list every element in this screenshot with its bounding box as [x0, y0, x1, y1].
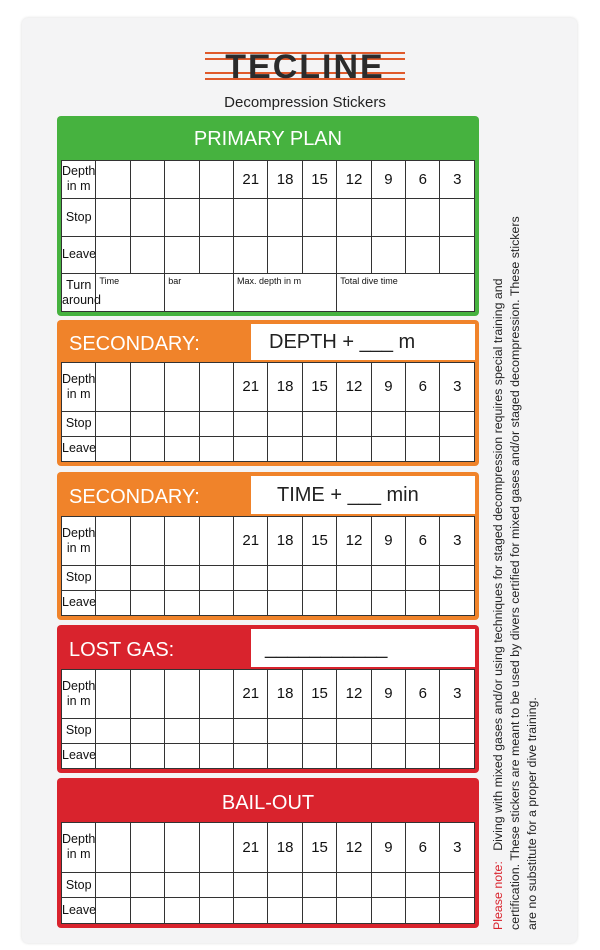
depth-label: Depth in m [62, 517, 96, 566]
depth-cell: 3 [440, 161, 475, 199]
depth-label: Depth in m [62, 161, 96, 199]
grid-cell[interactable] [96, 411, 130, 436]
grid-cell[interactable] [130, 718, 164, 743]
grid-cell[interactable] [130, 590, 164, 615]
lost-gas-panel [57, 625, 479, 773]
grid-cell[interactable] [165, 743, 199, 768]
grid-cell[interactable] [302, 411, 336, 436]
grid-cell[interactable] [337, 565, 371, 590]
grid-cell[interactable] [406, 436, 440, 461]
grid-cell[interactable] [302, 718, 336, 743]
grid-cell[interactable] [96, 898, 130, 924]
grid-cell[interactable] [199, 565, 233, 590]
turn-around-label: Turn around [62, 274, 96, 312]
grid-cell[interactable] [130, 670, 164, 719]
leave-label: Leave [62, 590, 96, 615]
depth-cell: 12 [337, 161, 371, 199]
stop-label: Stop [62, 198, 96, 236]
primary-plan-table [61, 160, 475, 312]
please-note-body: Diving with mixed gases and/or using techniques for staged decompression requires special training and certification. These stickers are meant to be used by divers certified for mixed gases and/or staged decompression. These stickers are no substitute for a proper dive training. [491, 216, 539, 930]
grid-cell[interactable] [302, 198, 336, 236]
grid-cell[interactable] [337, 198, 371, 236]
grid-cell[interactable] [406, 872, 440, 898]
depth-cell: 15 [302, 517, 336, 566]
grid-cell[interactable] [199, 670, 233, 719]
depth-cell: 18 [268, 363, 302, 412]
depth-cell: 9 [371, 161, 405, 199]
grid-cell[interactable] [130, 872, 164, 898]
depth-cell: 6 [406, 517, 440, 566]
grid-cell[interactable] [165, 198, 199, 236]
grid-cell[interactable] [440, 436, 475, 461]
grid-cell[interactable] [268, 198, 302, 236]
secondary-time-title: SECONDARY: [69, 486, 200, 508]
grid-cell[interactable] [165, 565, 199, 590]
grid-cell[interactable] [268, 743, 302, 768]
secondary-depth-panel [57, 320, 479, 466]
grid-cell[interactable] [234, 872, 268, 898]
grid-cell[interactable] [234, 565, 268, 590]
grid-cell[interactable] [165, 823, 199, 873]
grid-cell[interactable] [130, 363, 164, 412]
primary-plan-panel [57, 116, 479, 316]
grid-cell[interactable] [199, 898, 233, 924]
grid-cell[interactable] [96, 565, 130, 590]
depth-cell: 9 [371, 363, 405, 412]
grid-cell[interactable] [165, 590, 199, 615]
grid-cell[interactable] [130, 565, 164, 590]
grid-cell[interactable] [96, 198, 130, 236]
grid-cell[interactable] [199, 743, 233, 768]
logo-subtitle: Decompression Stickers [224, 94, 386, 111]
grid-cell[interactable] [234, 590, 268, 615]
secondary-depth-title: SECONDARY: [69, 333, 200, 355]
depth-cell: 3 [440, 823, 475, 873]
grid-cell[interactable] [130, 436, 164, 461]
grid-cell[interactable] [302, 898, 336, 924]
grid-cell[interactable] [96, 436, 130, 461]
stop-label: Stop [62, 718, 96, 743]
grid-cell[interactable] [165, 236, 199, 274]
lost-gas-box[interactable]: ___________ [251, 629, 475, 667]
bail-out-title: BAIL-OUT [221, 792, 315, 814]
grid-cell[interactable] [165, 411, 199, 436]
grid-cell[interactable] [234, 743, 268, 768]
depth-cell: 21 [234, 161, 268, 199]
grid-cell[interactable] [199, 161, 233, 199]
grid-cell[interactable] [371, 411, 405, 436]
grid-cell[interactable] [440, 872, 475, 898]
grid-cell[interactable] [199, 411, 233, 436]
grid-cell[interactable] [302, 590, 336, 615]
grid-cell[interactable] [268, 590, 302, 615]
secondary-depth-table [61, 362, 475, 462]
grid-cell[interactable] [199, 436, 233, 461]
grid-cell[interactable] [268, 411, 302, 436]
please-note-text [490, 210, 541, 930]
grid-cell[interactable] [337, 590, 371, 615]
grid-cell[interactable] [371, 565, 405, 590]
grid-cell[interactable] [199, 236, 233, 274]
grid-cell[interactable] [406, 718, 440, 743]
grid-cell[interactable] [199, 363, 233, 412]
secondary-depth-box[interactable]: DEPTH + ___ m [251, 324, 475, 360]
grid-cell[interactable] [440, 590, 475, 615]
depth-cell: 6 [406, 161, 440, 199]
grid-cell[interactable] [268, 565, 302, 590]
grid-cell[interactable] [302, 872, 336, 898]
grid-cell[interactable] [371, 436, 405, 461]
grid-cell[interactable] [406, 198, 440, 236]
stop-label: Stop [62, 872, 96, 898]
grid-cell[interactable] [165, 872, 199, 898]
depth-cell: 18 [268, 161, 302, 199]
grid-cell[interactable] [337, 236, 371, 274]
grid-cell[interactable] [199, 517, 233, 566]
depth-cell: 21 [234, 363, 268, 412]
grid-cell[interactable] [268, 236, 302, 274]
depth-cell: 12 [337, 363, 371, 412]
grid-cell[interactable] [96, 161, 130, 199]
grid-cell[interactable] [96, 743, 130, 768]
depth-label: Depth in m [62, 823, 96, 873]
depth-cell: 6 [406, 823, 440, 873]
grid-cell[interactable] [165, 517, 199, 566]
depth-cell: 21 [234, 670, 268, 719]
depth-cell: 15 [302, 823, 336, 873]
lost-gas-title: LOST GAS: [69, 639, 175, 661]
grid-cell[interactable] [337, 436, 371, 461]
grid-cell[interactable] [440, 411, 475, 436]
stop-label: Stop [62, 565, 96, 590]
depth-label: Depth in m [62, 670, 96, 719]
grid-cell[interactable] [268, 718, 302, 743]
grid-cell[interactable] [337, 411, 371, 436]
depth-cell: 15 [302, 670, 336, 719]
depth-cell: 12 [337, 670, 371, 719]
grid-cell[interactable] [406, 236, 440, 274]
svg-text:TECLINE: TECLINE [225, 48, 385, 86]
grid-cell[interactable] [96, 872, 130, 898]
grid-cell[interactable] [165, 670, 199, 719]
leave-label: Leave [62, 743, 96, 768]
depth-cell: 3 [440, 670, 475, 719]
grid-cell[interactable] [234, 198, 268, 236]
grid-cell[interactable] [337, 743, 371, 768]
grid-cell[interactable] [268, 436, 302, 461]
depth-cell: 9 [371, 517, 405, 566]
grid-cell[interactable] [337, 898, 371, 924]
grid-cell[interactable] [96, 517, 130, 566]
depth-cell: 9 [371, 823, 405, 873]
secondary-time-panel [57, 472, 479, 620]
grid-cell[interactable] [199, 718, 233, 743]
primary-plan-title: PRIMARY PLAN [193, 128, 343, 150]
grid-cell[interactable] [96, 718, 130, 743]
grid-cell[interactable] [130, 198, 164, 236]
grid-cell[interactable] [165, 161, 199, 199]
grid-cell[interactable] [130, 743, 164, 768]
grid-cell[interactable] [371, 872, 405, 898]
grid-cell[interactable] [440, 718, 475, 743]
turn-max-depth-field[interactable]: Max. depth in m [234, 274, 337, 312]
depth-cell: 18 [268, 823, 302, 873]
depth-cell: 12 [337, 517, 371, 566]
grid-cell[interactable] [371, 590, 405, 615]
grid-cell[interactable] [440, 565, 475, 590]
grid-cell[interactable] [234, 436, 268, 461]
grid-cell[interactable] [406, 590, 440, 615]
grid-cell[interactable] [165, 898, 199, 924]
grid-cell[interactable] [337, 718, 371, 743]
grid-cell[interactable] [96, 590, 130, 615]
turn-time-field[interactable]: Time [96, 274, 165, 312]
grid-cell[interactable] [371, 236, 405, 274]
turn-bar-field[interactable]: bar [165, 274, 234, 312]
grid-cell[interactable] [199, 823, 233, 873]
grid-cell[interactable] [96, 236, 130, 274]
grid-cell[interactable] [130, 161, 164, 199]
grid-cell[interactable] [406, 411, 440, 436]
grid-cell[interactable] [371, 898, 405, 924]
depth-cell: 3 [440, 363, 475, 412]
grid-cell[interactable] [268, 898, 302, 924]
stop-label: Stop [62, 411, 96, 436]
depth-cell: 6 [406, 363, 440, 412]
grid-cell[interactable] [371, 198, 405, 236]
grid-cell[interactable] [302, 436, 336, 461]
grid-cell[interactable] [234, 898, 268, 924]
depth-cell: 18 [268, 670, 302, 719]
lost-gas-table [61, 669, 475, 769]
depth-cell: 15 [302, 161, 336, 199]
grid-cell[interactable] [165, 436, 199, 461]
grid-cell[interactable] [199, 590, 233, 615]
depth-cell: 9 [371, 670, 405, 719]
grid-cell[interactable] [268, 872, 302, 898]
grid-cell[interactable] [165, 718, 199, 743]
tecline-logo [205, 46, 405, 86]
grid-cell[interactable] [130, 823, 164, 873]
depth-cell: 21 [234, 517, 268, 566]
leave-label: Leave [62, 898, 96, 924]
grid-cell[interactable] [199, 198, 233, 236]
bail-out-table [61, 822, 475, 924]
secondary-time-table [61, 516, 475, 616]
grid-cell[interactable] [199, 872, 233, 898]
depth-cell: 15 [302, 363, 336, 412]
grid-cell[interactable] [371, 718, 405, 743]
grid-cell[interactable] [302, 565, 336, 590]
grid-cell[interactable] [96, 363, 130, 412]
depth-cell: 18 [268, 517, 302, 566]
grid-cell[interactable] [130, 236, 164, 274]
grid-cell[interactable] [234, 236, 268, 274]
grid-cell[interactable] [165, 363, 199, 412]
grid-cell[interactable] [406, 898, 440, 924]
grid-cell[interactable] [440, 898, 475, 924]
please-note-label: Please note: [491, 861, 505, 930]
grid-cell[interactable] [440, 743, 475, 768]
grid-cell[interactable] [302, 743, 336, 768]
grid-cell[interactable] [234, 718, 268, 743]
depth-cell: 12 [337, 823, 371, 873]
depth-cell: 21 [234, 823, 268, 873]
grid-cell[interactable] [440, 198, 475, 236]
bail-out-panel [57, 778, 479, 928]
grid-cell[interactable] [302, 236, 336, 274]
grid-cell[interactable] [130, 411, 164, 436]
leave-label: Leave [62, 236, 96, 274]
grid-cell[interactable] [337, 872, 371, 898]
grid-cell[interactable] [96, 823, 130, 873]
grid-cell[interactable] [130, 898, 164, 924]
depth-cell: 3 [440, 517, 475, 566]
grid-cell[interactable] [440, 236, 475, 274]
depth-cell: 6 [406, 670, 440, 719]
grid-cell[interactable] [130, 517, 164, 566]
grid-cell[interactable] [234, 411, 268, 436]
turn-total-time-field[interactable]: Total dive time [337, 274, 475, 312]
leave-label: Leave [62, 436, 96, 461]
grid-cell[interactable] [371, 743, 405, 768]
grid-cell[interactable] [406, 565, 440, 590]
depth-label: Depth in m [62, 363, 96, 412]
grid-cell[interactable] [96, 670, 130, 719]
secondary-time-box[interactable]: TIME + ___ min [251, 476, 475, 514]
grid-cell[interactable] [406, 743, 440, 768]
